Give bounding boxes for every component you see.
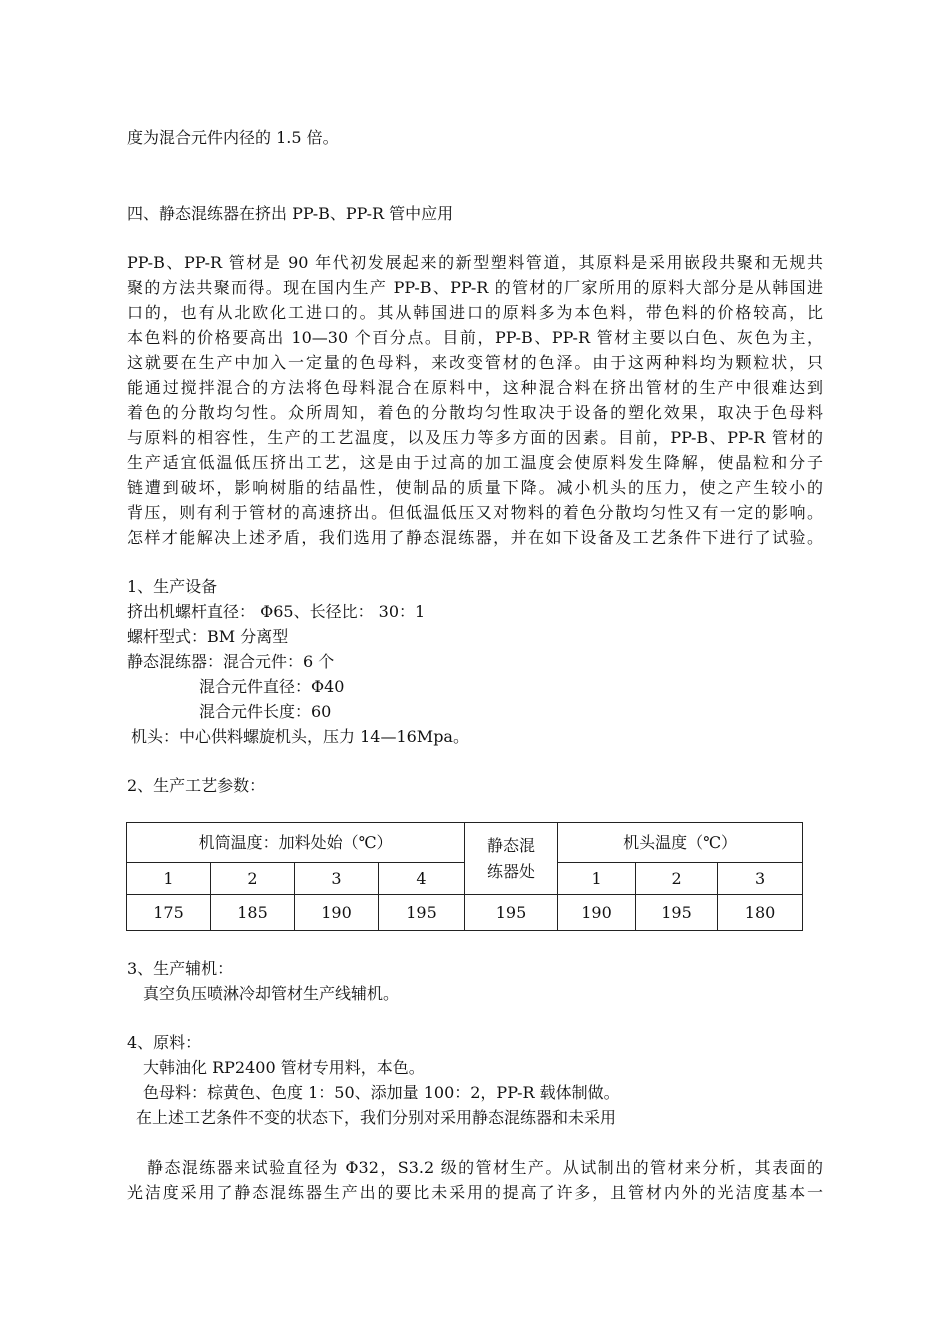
head-temperature-value: 180 (718, 895, 803, 931)
head-temperature-value: 195 (636, 895, 718, 931)
paragraph-line: 链遭到破坏，影响树脂的结晶性，使制品的质量下降。减小机头的压力，使之产生较小的 (127, 478, 823, 497)
static-mixer-temperature-value: 195 (465, 895, 558, 931)
head-zone-cell: 2 (636, 863, 718, 895)
text-line: 在上述工艺条件不变的状态下，我们分别对采用静态混练器和未采用 (136, 1108, 617, 1127)
paragraph-line: 与原料的相容性，生产的工艺温度，以及压力等多方面的因素。目前，PP-B、PP-R 管材的 (127, 428, 823, 447)
barrel-zone-cell: 2 (211, 863, 295, 895)
paragraph-line: PP-B、PP-R 管材是 90 年代初发展起来的新型塑料管道，其原料是采用嵌段共聚和无规共 (127, 253, 823, 272)
paragraph-line: 着色的分散均匀性。众所周知，着色的分散均匀性取决于设备的塑化效果，取决于色母料 (127, 403, 823, 422)
section-heading: 四、静态混练器在挤出 PP-B、PP-R 管中应用 (127, 204, 454, 223)
text-line: 色母料：棕黄色、色度 1：50、添加量 100：2，PP-R 载体制做。 (143, 1083, 620, 1102)
head-temperature-value: 190 (558, 895, 636, 931)
static-mixer-header-text: 静态混练器处 (487, 835, 536, 881)
barrel-temperature-value: 195 (379, 895, 465, 931)
equipment-line: 静态混练器：混合元件：6 个 (127, 652, 335, 671)
head-zone-cell: 1 (558, 863, 636, 895)
subsection-heading: 2、生产工艺参数： (127, 776, 266, 795)
head-temperature-header: 机头温度（℃） (558, 823, 803, 863)
paragraph-line: 聚的方法共聚而得。现在国内生产 PP-B、PP-R 的管材的厂家所用的原料大部分是从韩国进 (127, 278, 823, 297)
equipment-line: 螺杆型式：BM 分离型 (127, 627, 289, 646)
barrel-zone-cell: 3 (295, 863, 379, 895)
paragraph-line: 这就要在生产中加入一定量的色母料，来改变管材的色泽。由于这两种料均为颗粒状，只 (127, 353, 823, 372)
head-zone-cell: 3 (718, 863, 803, 895)
equipment-line: 混合元件直径：Φ40 (199, 677, 345, 696)
barrel-temperature-value: 175 (127, 895, 211, 931)
barrel-temperature-header: 机筒温度：加料处始（℃） (127, 823, 465, 863)
paragraph-line: 静态混练器来试验直径为 Φ32，S3.2 级的管材生产。从试制出的管材来分析，其表面的 (147, 1158, 823, 1177)
subsection-heading: 3、生产辅机： (127, 959, 234, 978)
barrel-temperature-value: 190 (295, 895, 379, 931)
text-line: 度为混合元件内径的 1.5 倍。 (127, 128, 339, 147)
paragraph-line: 能通过搅拌混合的方法将色母料混合在原料中，这种混合料在挤出管材的生产中很难达到 (127, 378, 823, 397)
text-line: 大韩油化 RP2400 管材专用料，本色。 (143, 1058, 425, 1077)
equipment-line: 混合元件长度：60 (199, 702, 332, 721)
static-mixer-header (465, 823, 558, 895)
paragraph-line: 生产适宜低温低压挤出工艺，这是由于过高的加工温度会使原料发生降解，使晶粒和分子 (127, 453, 823, 472)
barrel-zone-cell: 4 (379, 863, 465, 895)
barrel-zone-cell: 1 (127, 863, 211, 895)
barrel-temperature-value: 185 (211, 895, 295, 931)
paragraph-line: 光洁度采用了静态混练器生产出的要比未采用的提高了许多，且管材内外的光洁度基本一 (127, 1183, 823, 1202)
paragraph-line: 怎样才能解决上述矛盾，我们选用了静态混练器，并在如下设备及工艺条件下进行了试验。 (127, 528, 823, 547)
process-parameters-table (126, 822, 803, 931)
paragraph-line: 背压，则有利于管材的高速挤出。但低温低压又对物料的着色分散均匀性又有一定的影响。 (127, 503, 823, 522)
paragraph-line: 口的，也有从北欧化工进口的。其从韩国进口的原料多为本色料，带色料的价格较高，比 (127, 303, 823, 322)
equipment-line: 机头：中心供料螺旋机头，压力 14—16Mpa。 (131, 727, 469, 746)
equipment-line: 挤出机螺杆直径： Φ65、长径比： 30：1 (127, 602, 426, 621)
text-line: 真空负压喷淋冷却管材生产线辅机。 (143, 984, 400, 1003)
paragraph-line: 本色料的价格要高出 10—30 个百分点。目前，PP-B、PP-R 管材主要以白色、灰色为主， (127, 328, 823, 347)
subsection-heading: 1、生产设备 (127, 577, 218, 596)
subsection-heading: 4、原料： (127, 1033, 202, 1052)
